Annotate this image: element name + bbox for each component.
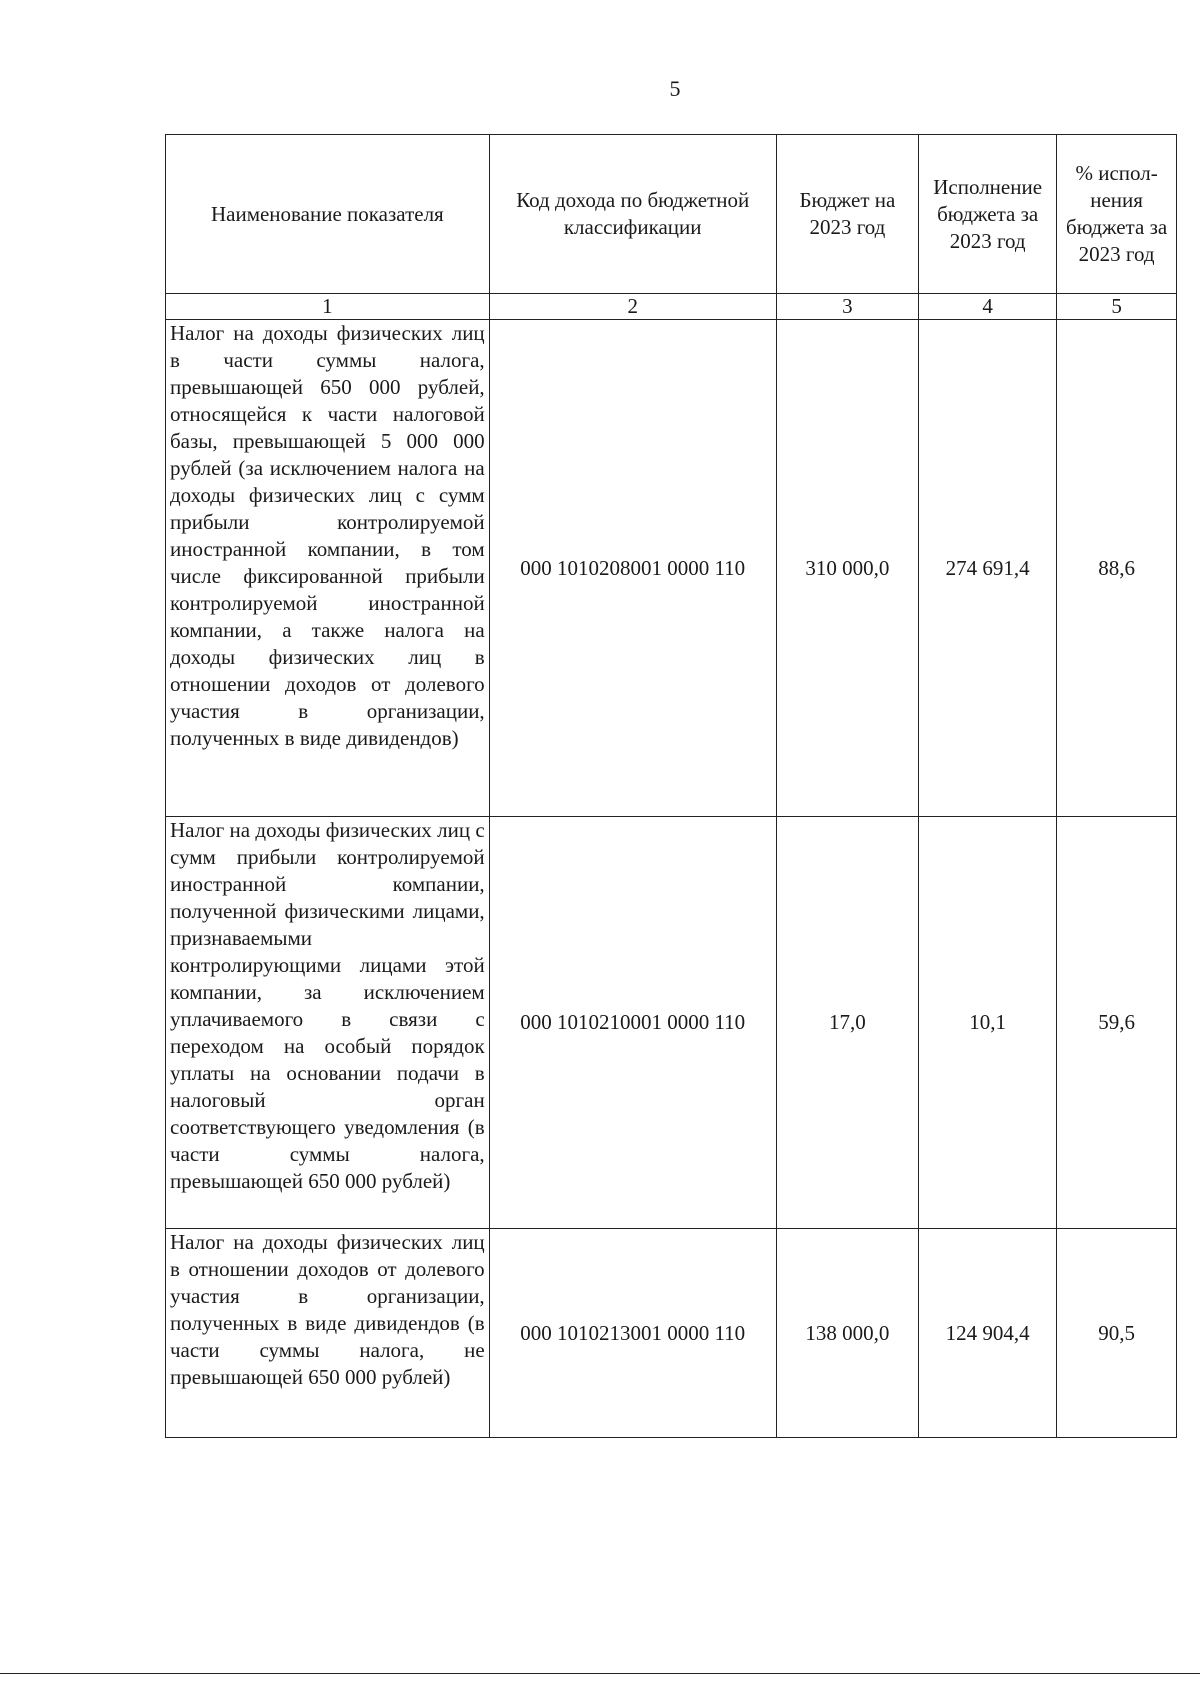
column-number: 1 bbox=[166, 294, 490, 320]
header-income-code: Код дохода по бюджетной классификации bbox=[489, 135, 776, 294]
execution-value: 10,1 bbox=[919, 817, 1057, 1229]
header-budget-2023: Бюджет на 2023 год bbox=[776, 135, 918, 294]
execution-percent: 59,6 bbox=[1057, 817, 1177, 1229]
execution-percent: 88,6 bbox=[1057, 320, 1177, 817]
budget-value: 17,0 bbox=[776, 817, 918, 1229]
column-number-row bbox=[166, 294, 1177, 320]
column-number: 3 bbox=[776, 294, 918, 320]
table-row bbox=[166, 817, 1177, 1229]
budget-value: 138 000,0 bbox=[776, 1229, 918, 1438]
execution-value: 124 904,4 bbox=[919, 1229, 1057, 1438]
income-code: 000 1010208001 0000 110 bbox=[489, 320, 776, 817]
column-number: 4 bbox=[919, 294, 1057, 320]
column-number: 5 bbox=[1057, 294, 1177, 320]
table-header-row bbox=[166, 135, 1177, 294]
bottom-rule bbox=[0, 1673, 1200, 1674]
table-row bbox=[166, 320, 1177, 817]
header-indicator-name: Наименование показателя bbox=[166, 135, 490, 294]
indicator-name: Налог на доходы физических лиц в отношении доходов от долевого участия в организации, полученных в виде дивидендов (в части суммы налога, не превышающей 650 000 рублей) bbox=[166, 1229, 490, 1438]
page-number: 5 bbox=[669, 76, 681, 101]
indicator-name: Налог на доходы физических лиц с сумм прибыли контролируемой иностранной компании, полученной физическими лицами, признаваемыми контролирующими лицами этой компании, за исключением уплачиваемого в связи с переходом на особый порядок уплаты на основании подачи в налоговый орган соответствующего уведомления (в части суммы налога, превышающей 650 000 рублей) bbox=[166, 817, 490, 1229]
execution-percent: 90,5 bbox=[1057, 1229, 1177, 1438]
indicator-name: Налог на доходы физических лиц в части суммы налога, превышающей 650 000 рублей, относящейся к части налоговой базы, превышающей 5 000 000 рублей (за исключением налога на доходы физических лиц с сумм прибыли контролируемой иностранной компании, в том числе фиксированной прибыли контролируемой иностранной компании, а также налога на доходы физических лиц в отношении доходов от долевого участия в организации, полученных в виде дивидендов) bbox=[166, 320, 490, 817]
income-code: 000 1010210001 0000 110 bbox=[489, 817, 776, 1229]
header-execution-2023: Исполнение бюджета за 2023 год bbox=[919, 135, 1057, 294]
column-number: 2 bbox=[489, 294, 776, 320]
execution-value: 274 691,4 bbox=[919, 320, 1057, 817]
table-row bbox=[166, 1229, 1177, 1438]
budget-value: 310 000,0 bbox=[776, 320, 918, 817]
budget-execution-table bbox=[165, 134, 1177, 1438]
income-code: 000 1010213001 0000 110 bbox=[489, 1229, 776, 1438]
header-execution-percent: % испол-нения бюджета за 2023 год bbox=[1057, 135, 1177, 294]
